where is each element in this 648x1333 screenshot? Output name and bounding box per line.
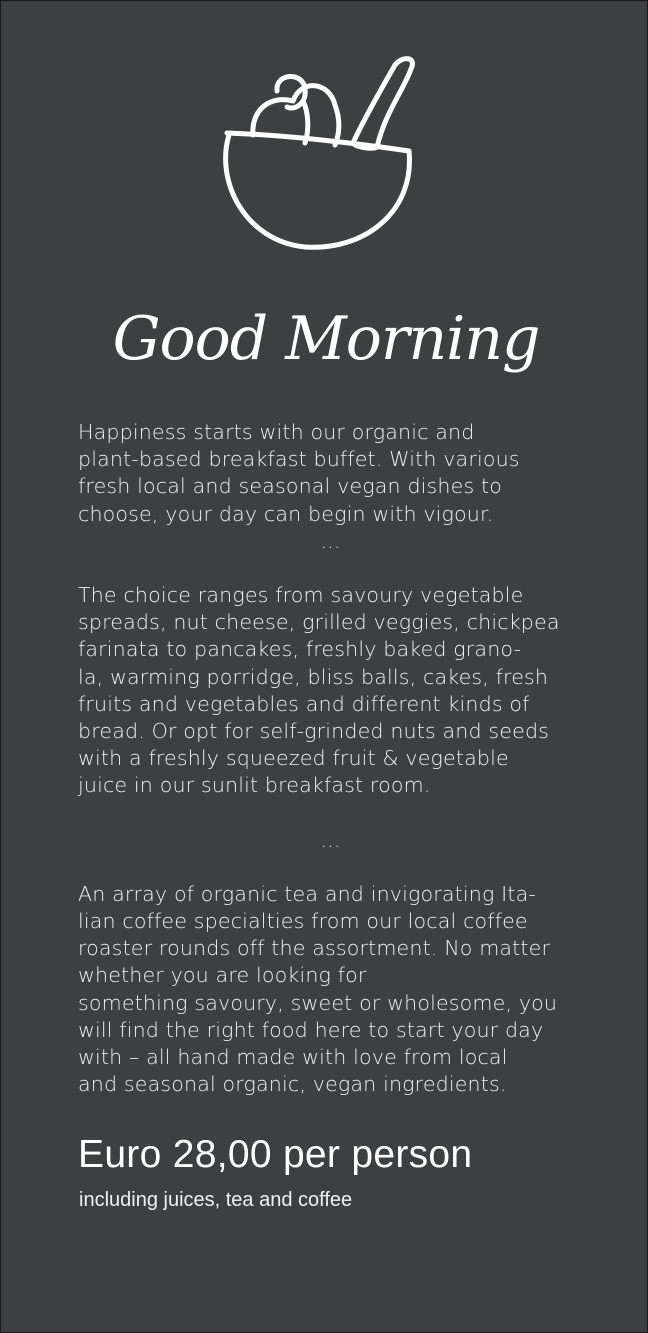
page-title — [112, 293, 540, 397]
price: Euro 28,00 per person — [78, 1133, 473, 1176]
page-title-text: Good Morning — [112, 304, 540, 374]
drinks-paragraph: An array of organic tea and invigorating Ita- lian coffee specialties from our local coffee roaster rounds off the assortment. No matter whether you are looking for something savoury, sweet or wholesome, you will find the right food here to start your day with – all hand made with love from local and seasonal organic, vegan ingredients. — [78, 881, 558, 1097]
separator: ... — [320, 528, 341, 553]
intro-paragraph: Happiness starts with our organic and plant-based breakfast buffet. With various fresh local and seasonal vegan dishes to choose, your day can begin with vigour. — [78, 420, 520, 526]
separator: ... — [320, 827, 341, 852]
choices-paragraph: The choice ranges from savoury vegetable spreads, nut cheese, grilled veggies, chickpea farinata to pancakes, freshly baked grano- la, warming porridge, bliss balls, cakes, fresh fruits and vegetables and different kinds of bread. Or opt for self-grinded nuts and seeds with a freshly squeezed fruit & vegetable juice in our sunlit breakfast room. — [78, 583, 560, 798]
description — [78, 419, 583, 1098]
price-note: including juices, tea and coffee — [79, 1189, 353, 1211]
breakfast-bowl-icon — [205, 51, 425, 271]
